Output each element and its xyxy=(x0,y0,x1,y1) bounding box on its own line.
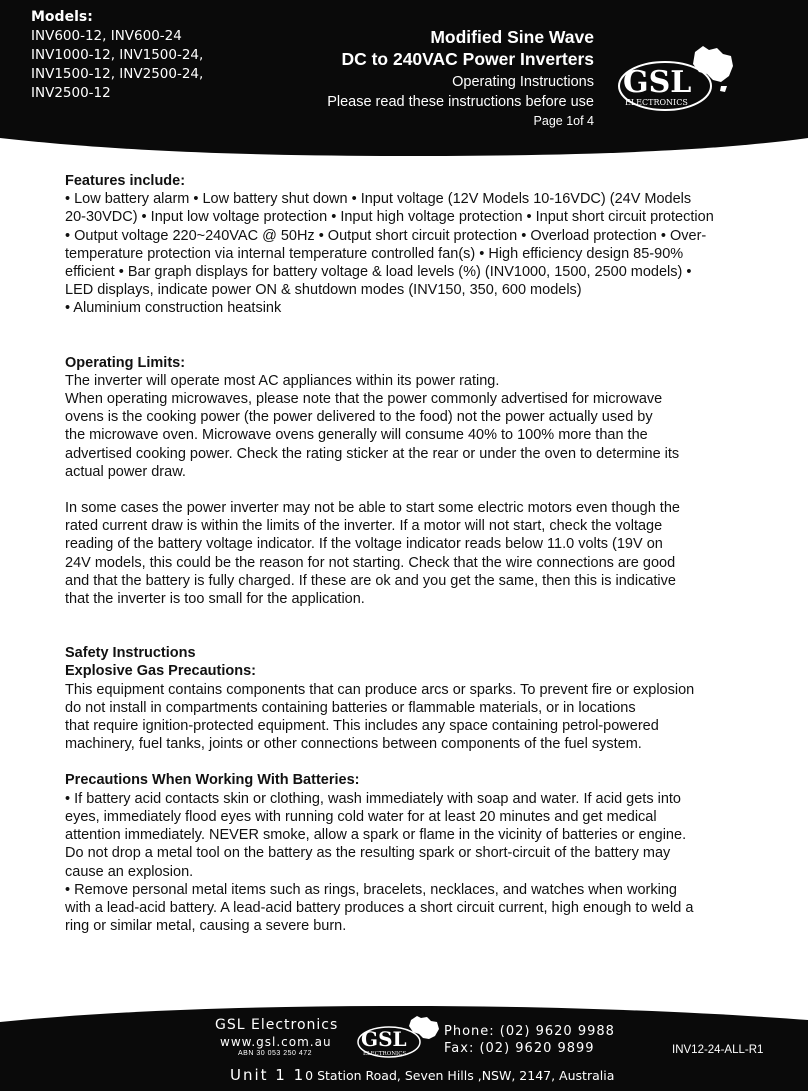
limits-line: rated current draw is within the limits of the inverter. If a motor will not start, check the voltage xyxy=(65,518,663,535)
operating-limits-heading: Operating Limits: xyxy=(65,354,186,371)
limits-line: reading of the battery voltage indicator. If the voltage indicator reads below 11.0 volts (19V on xyxy=(65,536,663,553)
limits-line: the microwave oven. Microwave ovens generally will consume 40% to 100% more than the xyxy=(65,427,648,444)
limits-line: The inverter will operate most AC appliances within its power rating. xyxy=(65,372,500,389)
subtitle-operating-instructions: Operating Instructions xyxy=(452,74,594,90)
svg-text:GSL: GSL xyxy=(623,65,692,100)
limits-line: advertised cooking power. Check the rating sticker at the rear or under the oven to determine its xyxy=(65,445,680,462)
limits-line: ovens is the cooking power (the power delivered to the food) not the power actually used by xyxy=(65,409,653,426)
model-line: INV1500-12, INV2500-24, xyxy=(31,66,204,82)
battery-line: cause an explosion. xyxy=(65,863,194,880)
features-line: • Aluminium construction heatsink xyxy=(65,300,282,317)
features-line: efficient • Bar graph displays for battery voltage & load levels (%) (INV1000, 1500, 2500 models) • xyxy=(65,264,692,281)
features-line: LED displays, indicate power ON & shutdown modes (INV150, 350, 600 models) xyxy=(65,282,582,299)
footer-document-code: INV12-24-ALL-R1 xyxy=(672,1044,764,1056)
model-line: INV2500-12 xyxy=(31,85,111,101)
model-line: INV600-12, INV600-24 xyxy=(31,28,182,44)
models-label: Models: xyxy=(31,9,93,25)
battery-line: ring or similar metal, causing a severe burn. xyxy=(65,918,347,935)
safety-heading: Safety Instructions xyxy=(65,645,196,662)
battery-line: eyes, immediately flood eyes with running cold water for at least 20 minutes and get medical xyxy=(65,808,657,825)
model-line: INV1000-12, INV1500-24, xyxy=(31,47,204,63)
features-line: 20-30VDC) • Input low voltage protection • Input high voltage protection • Input short circuit protection xyxy=(65,209,714,226)
title-line-1: Modified Sine Wave xyxy=(430,27,594,47)
gsl-logo-icon xyxy=(617,42,737,120)
features-line: temperature protection via internal temperature controlled fan(s) • High efficiency design 85-90% xyxy=(65,245,684,262)
limits-line: 24V models, this could be the reason for not starting. Check that the wire connections are good xyxy=(65,554,676,571)
gsl-footer-logo-icon xyxy=(355,1012,445,1062)
limits-line: actual power draw. xyxy=(65,463,186,480)
safety-line: This equipment contains components that can produce arcs or sparks. To prevent fire or explosion xyxy=(65,681,695,698)
page-number: Page 1of 4 xyxy=(533,114,594,128)
features-line: • Low battery alarm • Low battery shut down • Input voltage (12V Models 10-16VDC) (24V Models xyxy=(65,191,692,208)
svg-text:ELECTRONICS: ELECTRONICS xyxy=(363,1051,407,1057)
footer-abn: ABN 30 053 250 472 xyxy=(238,1050,312,1057)
explosive-gas-heading: Explosive Gas Precautions: xyxy=(65,663,256,680)
footer-unit: Unit 1 1 xyxy=(230,1066,306,1084)
title-block xyxy=(327,26,594,130)
battery-line: Do not drop a metal tool on the battery as the resulting spark or short-circuit of the battery may xyxy=(65,845,671,862)
footer-website-link[interactable]: www.gsl.com.au xyxy=(220,1035,332,1049)
battery-line: • Remove personal metal items such as rings, bracelets, necklaces, and watches when working xyxy=(65,881,677,898)
footer-fax: Fax: (02) 9620 9899 xyxy=(444,1041,595,1056)
limits-line: and that the battery is fully charged. If these are ok and you get the same, then this is indicative xyxy=(65,572,676,589)
battery-precautions-heading: Precautions When Working With Batteries: xyxy=(65,772,360,789)
limits-line: that the inverter is too small for the application. xyxy=(65,591,365,608)
models-list xyxy=(31,8,203,103)
limits-line: In some cases the power inverter may not be able to start some electric motors even though the xyxy=(65,500,680,517)
page-footer xyxy=(0,1000,808,1091)
footer-address xyxy=(230,1066,614,1084)
svg-text:GSL: GSL xyxy=(361,1027,407,1051)
battery-line: attention immediately. NEVER smoke, allow a spark or flame in the vicinity of batteries or engine. xyxy=(65,827,687,844)
features-heading: Features include: xyxy=(65,173,186,189)
features-line: • Output voltage 220~240VAC @ 50Hz • Output short circuit protection • Overload protection • Over- xyxy=(65,227,707,244)
limits-line: When operating microwaves, please note that the power commonly advertised for microwave xyxy=(65,391,663,408)
page-header xyxy=(0,0,808,160)
battery-line: • If battery acid contacts skin or clothing, wash immediately with soap and water. If acid gets into xyxy=(65,790,681,807)
document-body xyxy=(65,172,765,935)
safety-line: that require ignition-protected equipment. This includes any space containing petrol-powered xyxy=(65,718,659,735)
footer-company-name: GSL Electronics xyxy=(215,1017,339,1033)
safety-line: machinery, fuel tanks, joints or other connections between components of the fuel system. xyxy=(65,736,642,753)
battery-line: with a lead-acid battery. A lead-acid battery produces a short circuit current, high enough to weld a xyxy=(65,899,694,916)
title-line-2: DC to 240VAC Power Inverters xyxy=(341,49,594,69)
footer-phone: Phone: (02) 9620 9988 xyxy=(444,1024,615,1039)
safety-line: do not install in compartments containing batteries or flammable materials, or in locations xyxy=(65,699,636,716)
footer-street: 0 Station Road, Seven Hills ,NSW, 2147, Australia xyxy=(305,1068,615,1083)
subtitle-read-before-use: Please read these instructions before use xyxy=(327,94,594,110)
svg-text:ELECTRONICS: ELECTRONICS xyxy=(625,98,688,107)
